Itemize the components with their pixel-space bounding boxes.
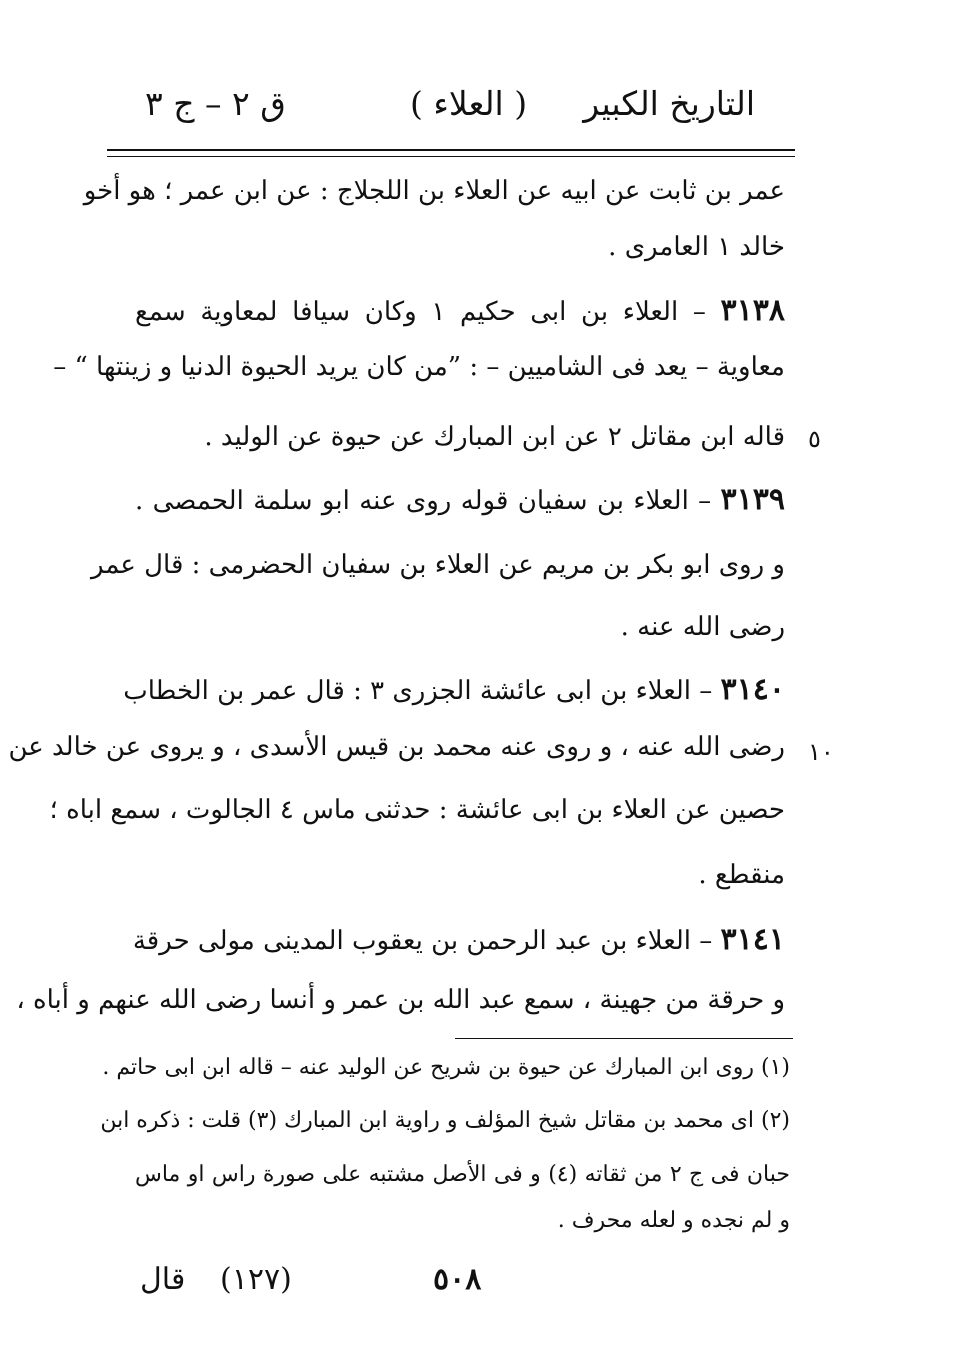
margin-line-number: ٥	[808, 425, 821, 453]
volume-label: ق ٢ – ج ٣	[145, 84, 286, 123]
text-line: خالد ١ العامرى .	[608, 232, 785, 262]
text-line: و روى ابو بكر بن مريم عن العلاء بن سفيان الحضرمى : قال عمر	[90, 550, 785, 580]
entry-number: ٣١٤٠	[720, 672, 785, 707]
margin-line-number: ١٠	[808, 738, 834, 766]
footnote-line: و لم نجده و لعله محرف .	[557, 1208, 790, 1233]
text-line: ٣١٣٨ – العلاء بن ابى حكيم ١ وكان سيافا لمعاوية سمع	[135, 293, 785, 328]
entry-number: ٣١٤١	[720, 922, 785, 957]
text-line: رضى الله عنه ، و روى عنه محمد بن قيس الأسدى ، و يروى عن خالد عن	[8, 732, 785, 762]
entry-number: ٣١٣٨	[720, 293, 785, 328]
footnote-line: (٢) اى محمد بن مقاتل شيخ المؤلف و راوية ابن المبارك (٣) قلت : ذكره ابن	[100, 1108, 790, 1133]
text-line: حصين عن العلاء بن ابى عائشة : حدثنى ماس ٤ الجالوت ، سمع اباه ؛	[49, 795, 785, 825]
footnote-rule	[455, 1038, 793, 1039]
text-line: ٣١٤٠ – العلاء بن ابى عائشة الجزرى ٣ : قال عمر بن الخطاب	[123, 672, 785, 707]
section-title: ( العلاء )	[410, 84, 528, 123]
sheet-number: (١٢٧)	[220, 1262, 292, 1297]
text-line: قاله ابن مقاتل ٢ عن ابن المبارك عن حيوة عن الوليد .	[204, 422, 785, 452]
entry-number: ٣١٣٩	[720, 482, 785, 517]
header-rule	[107, 149, 795, 151]
footnote-line: (١) روى ابن المبارك عن حيوة بن شريح عن الوليد عنه – قاله ابن ابى حاتم .	[102, 1055, 790, 1080]
catchword: قال	[140, 1262, 186, 1297]
text-line: و حرقة من جهينة ، سمع عبد الله بن عمر و أنسا رضى الله عنهم و أباه ،	[16, 985, 785, 1015]
text-line: ٣١٣٩ – العلاء بن سفيان قوله روى عنه ابو سلمة الحمصى .	[135, 482, 785, 517]
header-rule-thin	[107, 156, 795, 157]
text-line: عمر بن ثابت عن ابيه عن العلاء بن اللجلاج : عن ابن عمر ؛ هو أخو	[83, 176, 785, 206]
text-line: رضى الله عنه .	[620, 612, 785, 642]
text-line: معاوية – يعد فى الشاميين – : ”من كان يريد الحيوة الدنيا و زينتها “ –	[53, 352, 785, 382]
footnote-line: حبان فى ج ٢ من ثقاته (٤) و فى الأصل مشتبه على صورة راس او ماس	[135, 1162, 790, 1187]
page-number: ٥٠٨	[433, 1262, 482, 1297]
text-line: منقطع .	[698, 860, 785, 890]
text-line: ٣١٤١ – العلاء بن عبد الرحمن بن يعقوب المدينى مولى حرقة	[132, 922, 785, 957]
running-title: التاريخ الكبير	[583, 84, 755, 123]
